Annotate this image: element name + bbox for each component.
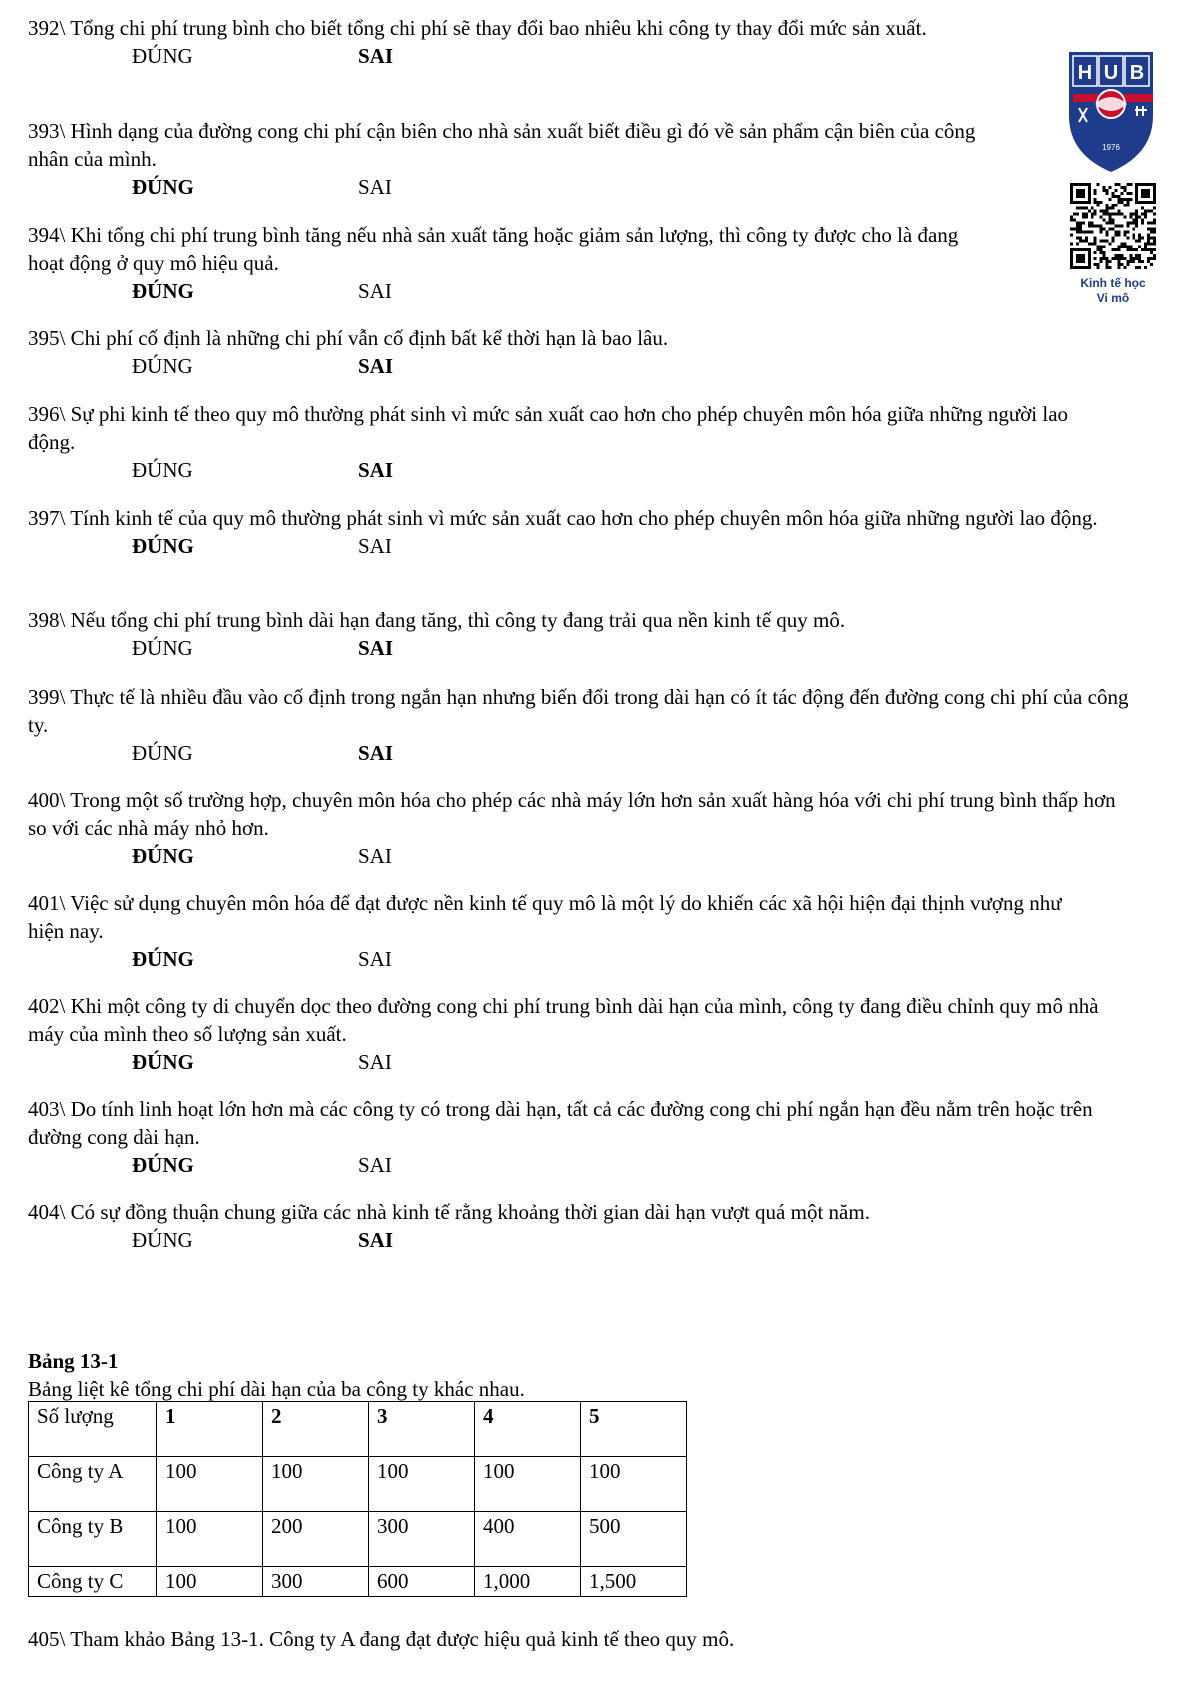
table-caption: Bảng liệt kê tổng chi phí dài hạn của ba công ty khác nhau. — [28, 1377, 525, 1401]
answer-false: SAI — [358, 1050, 392, 1074]
answer-false: SAI — [358, 741, 394, 765]
question-396 — [28, 400, 1078, 484]
table-cell: 100 — [369, 1457, 475, 1512]
question-405: 405\ Tham khảo Bảng 13-1. Công ty A đang đạt được hiệu quả kinh tế theo quy mô. — [28, 1627, 735, 1651]
answer-true: ĐÚNG — [132, 636, 193, 660]
table-cell: 300 — [263, 1567, 369, 1597]
answer-true: ĐÚNG — [132, 279, 194, 303]
answer-true: ĐÚNG — [132, 1050, 194, 1074]
table-cell: 500 — [581, 1512, 687, 1567]
question-text: 404\ Có sự đồng thuận chung giữa các nhà kinh tế rằng khoảng thời gian dài hạn vượt quá một năm. — [28, 1200, 870, 1224]
answer-true: ĐÚNG — [132, 175, 194, 199]
question-395 — [28, 324, 1128, 380]
answer-false: SAI — [358, 636, 394, 660]
answer-true: ĐÚNG — [132, 741, 193, 765]
question-403 — [28, 1095, 1128, 1179]
question-text: 399\ Thực tế là nhiều đầu vào cố định trong ngắn hạn nhưng biến đổi trong dài hạn có ít tác động đến đường cong chi phí của công ty. — [28, 685, 1129, 737]
table-cell: Số lượng — [29, 1402, 157, 1457]
answer-true: ĐÚNG — [132, 1153, 194, 1177]
answer-true: ĐÚNG — [132, 844, 194, 868]
table-cell: 5 — [581, 1402, 687, 1457]
table-cell: 600 — [369, 1567, 475, 1597]
logo-letter-b: B — [1129, 62, 1145, 84]
table-cell: 100 — [157, 1512, 263, 1567]
table-cell: Công ty B — [29, 1512, 157, 1567]
question-text: 395\ Chi phí cố định là những chi phí vẫn cố định bất kể thời hạn là bao lâu. — [28, 326, 669, 350]
question-398 — [28, 606, 1128, 662]
answer-true: ĐÚNG — [132, 44, 193, 68]
answer-false: SAI — [358, 1153, 392, 1177]
table-row — [29, 1512, 687, 1567]
answer-true: ĐÚNG — [132, 947, 194, 971]
qr-caption-line2: Vi mô — [1096, 291, 1130, 305]
table-cell: 1,500 — [581, 1567, 687, 1597]
table-cell: 200 — [263, 1512, 369, 1567]
answer-false: SAI — [358, 44, 394, 68]
table-header-row — [29, 1402, 687, 1457]
answer-false: SAI — [358, 279, 392, 303]
table-cell: 300 — [369, 1512, 475, 1567]
question-text: 397\ Tính kinh tế của quy mô thường phát sinh vì mức sản xuất cao hơn cho phép chuyên môn hóa giữa những người lao động. — [28, 506, 1098, 530]
cost-table — [28, 1401, 687, 1597]
answer-false: SAI — [358, 844, 392, 868]
table-cell: 400 — [475, 1512, 581, 1567]
answer-false: SAI — [358, 458, 394, 482]
question-text: 400\ Trong một số trường hợp, chuyên môn hóa cho phép các nhà máy lớn hơn sản xuất hàng hóa với chi phí trung bình thấp hơn so với các nhà máy nhỏ hơn. — [28, 788, 1116, 840]
question-text: 393\ Hình dạng của đường cong chi phí cận biên cho nhà sản xuất biết điều gì đó về sản phẩm cận biên của công nhân của mình. — [28, 119, 976, 171]
table-cell: 1 — [157, 1402, 263, 1457]
question-401 — [28, 889, 1088, 973]
answer-true: ĐÚNG — [132, 534, 194, 558]
answer-false: SAI — [358, 1228, 394, 1252]
logo-letter-u: U — [1103, 62, 1119, 84]
qr-code — [1070, 183, 1156, 269]
question-393 — [28, 117, 988, 201]
table-cell: 100 — [157, 1567, 263, 1597]
answer-false: SAI — [358, 947, 392, 971]
question-text: 394\ Khi tổng chi phí trung bình tăng nếu nhà sản xuất tăng hoặc giảm sản lượng, thì công ty được cho là đang hoạt động ở quy mô hiệu quả. — [28, 223, 959, 275]
question-392 — [28, 14, 978, 70]
question-404 — [28, 1198, 1128, 1254]
table-cell: 4 — [475, 1402, 581, 1457]
table-cell: 100 — [581, 1457, 687, 1512]
table-cell: Công ty A — [29, 1457, 157, 1512]
table-cell: 100 — [475, 1457, 581, 1512]
answer-true: ĐÚNG — [132, 354, 193, 378]
question-text: 396\ Sự phi kinh tế theo quy mô thường phát sinh vì mức sản xuất cao hơn cho phép chuyên môn hóa giữa những người lao động. — [28, 402, 1069, 454]
table-cell: 3 — [369, 1402, 475, 1457]
answer-false: SAI — [358, 354, 394, 378]
question-397 — [28, 504, 1118, 560]
logo-letter-h: H — [1077, 62, 1093, 84]
question-text: 402\ Khi một công ty di chuyển dọc theo đường cong chi phí trung bình dài hạn của mình, công ty đang điều chỉnh quy mô nhà máy của mình theo số lượng sản xuất. — [28, 994, 1099, 1046]
question-394 — [28, 221, 978, 305]
answer-false: SAI — [358, 175, 392, 199]
answer-true: ĐÚNG — [132, 458, 193, 482]
table-row — [29, 1567, 687, 1597]
table-cell: 100 — [157, 1457, 263, 1512]
question-text: 392\ Tổng chi phí trung bình cho biết tổng chi phí sẽ thay đổi bao nhiêu khi công ty thay đổi mức sản xuất. — [28, 16, 927, 40]
hub-logo — [1065, 46, 1157, 176]
question-text: 403\ Do tính linh hoạt lớn hơn mà các công ty có trong dài hạn, tất cả các đường cong chi phí ngắn hạn đều nằm trên hoặc trên đường cong dài hạn. — [28, 1097, 1093, 1149]
question-400 — [28, 786, 1118, 870]
question-text: 398\ Nếu tổng chi phí trung bình dài hạn đang tăng, thì công ty đang trải qua nền kinh tế quy mô. — [28, 608, 846, 632]
qr-caption — [1058, 276, 1168, 306]
table-cell: Công ty C — [29, 1567, 157, 1597]
qr-caption-line1: Kinh tế học — [1080, 276, 1146, 290]
logo-year: 1976 — [1102, 143, 1120, 152]
table-cell: 100 — [263, 1457, 369, 1512]
table-cell: 2 — [263, 1402, 369, 1457]
table-cell: 1,000 — [475, 1567, 581, 1597]
answer-false: SAI — [358, 534, 392, 558]
answer-true: ĐÚNG — [132, 1228, 193, 1252]
question-text: 401\ Việc sử dụng chuyên môn hóa để đạt được nền kinh tế quy mô là một lý do khiến các xã hội hiện đại thịnh vượng như hiện nay. — [28, 891, 1062, 943]
table-row — [29, 1457, 687, 1512]
table-title: Bảng 13-1 — [28, 1349, 119, 1373]
question-402 — [28, 992, 1118, 1076]
question-399 — [28, 683, 1138, 767]
